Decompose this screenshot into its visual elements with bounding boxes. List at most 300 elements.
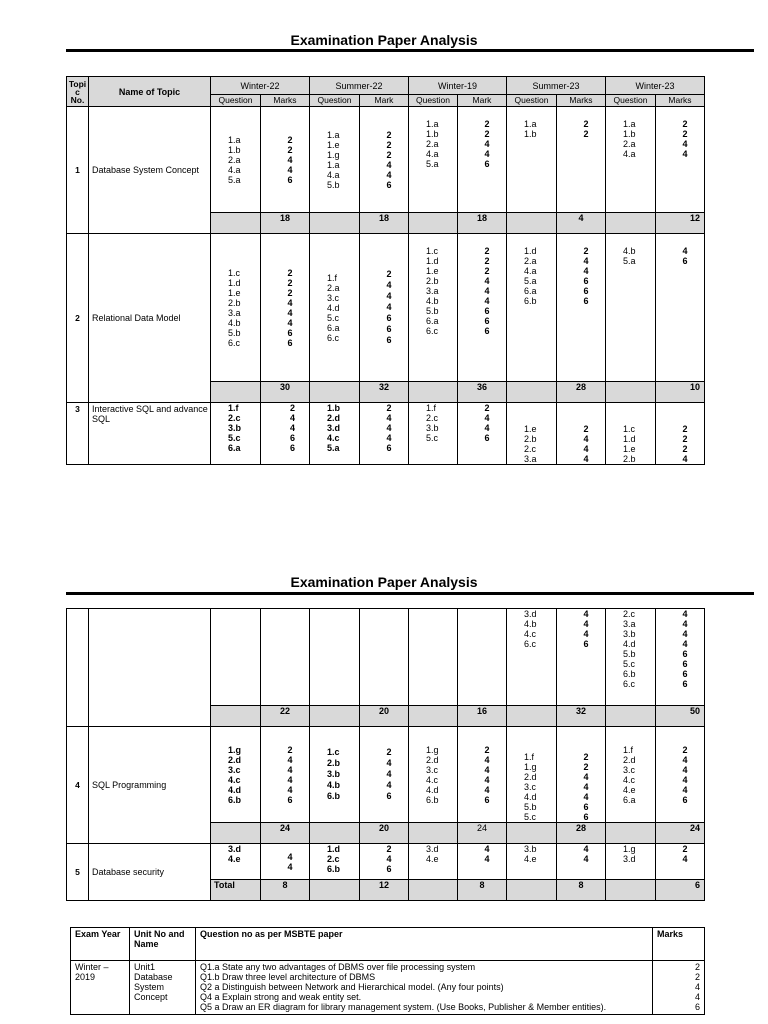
question-cell — [310, 403, 360, 465]
cell-line: 2 — [287, 277, 293, 288]
marks-cell — [360, 403, 409, 465]
marks-cell — [557, 107, 606, 213]
topic-total: 24 — [656, 823, 705, 844]
question-cell — [211, 403, 261, 465]
cell-line: 6 — [386, 179, 392, 190]
cell-line: 6.a — [426, 316, 439, 326]
cell-line: 3.b — [327, 769, 341, 779]
cell-line: 3.d — [623, 854, 636, 864]
cell-line: 2.d — [524, 772, 537, 782]
cell-line: 2 — [287, 144, 293, 155]
cell-line: 4 — [682, 639, 688, 649]
cell-line: 3.b — [426, 423, 439, 433]
cell-line: 4.b — [327, 780, 341, 790]
cell-line: 2.b — [623, 454, 636, 464]
cell-line: 1.b — [524, 129, 537, 139]
cell-line: 6 — [386, 324, 392, 334]
cell-line: 5.c — [524, 812, 537, 822]
cell-line: 1.e — [426, 266, 439, 276]
cell-line: 1.f — [327, 272, 338, 283]
topic-total: 28 — [557, 382, 606, 403]
cell-line: 4 — [287, 774, 293, 785]
cell-line: 1.e — [327, 139, 340, 150]
cell-line: 2 — [484, 119, 490, 129]
topic-total: 4 — [557, 213, 606, 234]
marks-cell — [557, 727, 606, 823]
exam-header-summer-23: Summer-23 — [507, 77, 606, 95]
cell-line: 4 — [386, 291, 392, 301]
cell-line: Q5 a Draw an ER diagram for library management system. (Use Books, Publisher & Member entities). — [200, 1002, 607, 1012]
cell-line: 4 — [386, 159, 392, 170]
cell-line: 4 — [484, 754, 490, 765]
cell-line: 2 — [583, 752, 589, 762]
cell-line: 6 — [682, 256, 688, 266]
cell-line: 4 — [289, 423, 295, 433]
sub-header: Marks — [656, 95, 705, 107]
cell-line: 4 — [484, 774, 490, 785]
cell-line: 3.c — [228, 764, 241, 775]
cell-line: 2 — [682, 444, 688, 454]
cell-line: 4.b — [426, 296, 439, 306]
cell-line: 4 — [583, 854, 589, 864]
cell-line: 5.c — [327, 312, 340, 323]
topic-total: 32 — [360, 382, 409, 403]
cell-line: 6 — [386, 791, 392, 801]
topic-no-header-line2: c — [75, 86, 80, 97]
marks-cell — [557, 609, 606, 706]
question-marks — [653, 961, 705, 1015]
topic-name-header: Name of Topic — [89, 77, 211, 107]
cell-line: 1.c — [426, 246, 439, 256]
cell-line: 4 — [484, 423, 490, 433]
cell-line: 3.d — [228, 844, 242, 854]
cell-line: 2 — [386, 269, 392, 279]
cell-line: 3.c — [524, 782, 537, 792]
cell-line: 2 — [386, 403, 392, 413]
cell-line: 4 — [682, 139, 688, 149]
cell-line: 5.b — [327, 179, 340, 190]
marks-cell — [557, 403, 606, 465]
cell-line: 6 — [386, 313, 392, 323]
question-cell — [211, 727, 261, 823]
topic-name: Interactive SQL and advance SQL — [89, 403, 211, 465]
cell-line: 2.c — [524, 444, 537, 454]
cell-line: 6 — [287, 174, 293, 185]
topic-no-header — [67, 77, 89, 107]
question-cell — [211, 234, 261, 382]
cell-line: 4 — [287, 851, 293, 862]
cell-line: 4 — [386, 413, 392, 423]
marks-cell — [458, 234, 507, 382]
cell-line: 4 — [694, 982, 700, 992]
cell-line: 6 — [583, 276, 589, 286]
cell-line: 4 — [583, 792, 589, 802]
question-cell — [409, 107, 458, 213]
cell-line: 6 — [583, 802, 589, 812]
cell-line: 4 — [287, 754, 293, 765]
question-cell — [310, 844, 360, 880]
cell-line: 1.g — [327, 149, 340, 160]
cell-line: 4 — [386, 280, 392, 290]
topic-total: 22 — [261, 706, 310, 727]
cell-line: 3.c — [623, 764, 636, 775]
marks-cell — [261, 727, 310, 823]
cell-line: 4 — [484, 413, 490, 423]
marks-cell — [656, 403, 705, 465]
cell-line: 1.e — [524, 424, 537, 434]
topic-row-4 — [67, 727, 705, 823]
title-rule-bottom — [66, 592, 754, 595]
cell-line: 4.a — [524, 266, 537, 276]
cell-line: 2 — [484, 129, 490, 139]
cell-line: 3.d — [426, 844, 439, 854]
sub-header: Question — [211, 95, 261, 107]
cell-line: 4.e — [426, 854, 439, 864]
cell-line: 2.a — [426, 139, 439, 149]
cell-line: 1.d — [524, 246, 537, 256]
cell-line: 3.d — [327, 423, 341, 433]
cell-line: 6 — [289, 433, 295, 443]
cell-line: 4 — [694, 992, 700, 1002]
cell-line: 6 — [583, 639, 589, 649]
cell-line: 4.c — [228, 774, 241, 785]
cell-line: 3.d — [524, 609, 537, 619]
cell-line: 4.b — [228, 317, 241, 328]
topic-total: 18 — [261, 213, 310, 234]
cell-line: 2.b — [327, 758, 341, 768]
topic-total: 12 — [360, 880, 409, 901]
cell-line: 1.f — [524, 752, 535, 762]
cell-line: Q1.a State any two advantages of DBMS over file processing system — [200, 962, 476, 972]
sub-header: Marks — [557, 95, 606, 107]
cell-line: 1.d — [228, 277, 241, 288]
marks-cell — [261, 107, 310, 213]
cell-line: 5.c — [426, 433, 439, 443]
cell-line: 4 — [484, 149, 490, 159]
cell-line: 6 — [287, 327, 293, 338]
cell-line: 4 — [386, 433, 392, 443]
topic-total: 30 — [261, 382, 310, 403]
question-cell — [409, 727, 458, 823]
topic-row-5 — [67, 844, 705, 880]
cell-line: 4 — [682, 764, 688, 775]
cell-line: 4.d — [228, 784, 242, 795]
cell-line: 4 — [583, 256, 589, 266]
title-rule-top — [66, 49, 754, 52]
cell-line: 6 — [682, 669, 688, 679]
cell-line: 6.c — [327, 332, 340, 343]
cell-line: 4 — [386, 854, 392, 864]
topic-total: 18 — [458, 213, 507, 234]
cell-line: 1.a — [327, 159, 340, 170]
cell-line: 4.d — [426, 784, 439, 795]
cell-line: 1.b — [228, 144, 241, 155]
cell-line: 6.c — [524, 639, 537, 649]
cell-line: 1.e — [228, 287, 241, 298]
topic-total: 12 — [656, 213, 705, 234]
topic-total: 32 — [557, 706, 606, 727]
cell-line: 4 — [484, 844, 490, 854]
cell-line: 6.b — [327, 864, 341, 874]
topic-number: 1 — [67, 107, 89, 234]
topic-name: Database System Concept — [89, 107, 211, 234]
cell-line: 1.f — [623, 744, 634, 755]
marks-cell — [261, 234, 310, 382]
cell-line: 4 — [583, 444, 589, 454]
cell-line: 4 — [583, 266, 589, 276]
cell-line: 2 — [583, 762, 589, 772]
cell-line: 2 — [386, 844, 392, 854]
cell-line: 4 — [287, 307, 293, 318]
cell-line: 2.c — [327, 854, 340, 864]
topic-total: 24 — [261, 823, 310, 844]
total-label: Total — [211, 880, 261, 901]
cell-line: 4 — [484, 784, 490, 795]
cell-line: 3.b — [524, 844, 537, 854]
cell-line: 3.c — [426, 764, 439, 775]
cell-line: 2 — [682, 119, 688, 129]
question-cell — [409, 234, 458, 382]
cell-line: 4.a — [623, 149, 636, 159]
cell-line: 3.a — [228, 307, 241, 318]
question-cell — [606, 234, 656, 382]
marks-cell — [360, 107, 409, 213]
topic-row-1 — [67, 107, 705, 213]
cell-line: 2 — [484, 266, 490, 276]
topic-row-3-continued — [67, 609, 705, 706]
cell-line: 1.a — [623, 119, 636, 129]
topic-number: 5 — [67, 844, 89, 901]
cell-line: 6 — [484, 794, 490, 805]
cell-line: 6 — [386, 335, 392, 345]
question-cell — [507, 107, 557, 213]
unit-name: Unit1 Database System Concept — [130, 961, 196, 1015]
cell-line: 4 — [386, 758, 392, 768]
question-cell — [606, 727, 656, 823]
marks-cell — [656, 727, 705, 823]
topic-total: 16 — [458, 706, 507, 727]
cell-line: 2.d — [623, 754, 636, 765]
cell-line: 2 — [682, 424, 688, 434]
cell-line: 4 — [386, 423, 392, 433]
sub-header: Question — [606, 95, 656, 107]
question-cell — [310, 727, 360, 823]
cell-line: 2 — [287, 267, 293, 278]
cell-line: 1.e — [623, 444, 636, 454]
cell-line: 4 — [682, 149, 688, 159]
question-cell — [606, 844, 656, 880]
topic-number: 3 — [67, 403, 89, 465]
topic-number: 2 — [67, 234, 89, 403]
cell-line: 5.a — [228, 174, 241, 185]
cell-line: 4 — [484, 296, 490, 306]
cell-line: 4 — [287, 784, 293, 795]
cell-line: 1.c — [228, 267, 241, 278]
question-cell — [409, 844, 458, 880]
marks-cell — [656, 844, 705, 880]
cell-line: 3.a — [623, 619, 636, 629]
question-cell — [606, 609, 656, 706]
cell-line: 6.c — [228, 337, 241, 348]
cell-line: 4.d — [524, 792, 537, 802]
cell-line: 4 — [287, 317, 293, 328]
cell-line: 2.d — [327, 413, 341, 423]
cell-line: 4 — [287, 764, 293, 775]
cell-line: 2 — [484, 256, 490, 266]
cell-line: 1.d — [327, 844, 341, 854]
marks-cell — [656, 609, 705, 706]
cell-line: 4.d — [623, 639, 636, 649]
cell-line: 2.a — [327, 282, 340, 293]
cell-line: 4 — [682, 454, 688, 464]
cell-line: 4 — [583, 609, 589, 619]
unit-header: Unit No and Name — [130, 928, 196, 961]
cell-line: 6.a — [228, 443, 241, 453]
page-title-bottom: Examination Paper Analysis — [290, 574, 478, 590]
topic-total: 20 — [360, 823, 409, 844]
cell-line: Q1.b Draw three level architecture of DBMS — [200, 972, 376, 982]
question-cell — [310, 107, 360, 213]
cell-line: 1.f — [228, 403, 239, 413]
cell-line: 1.c — [623, 424, 636, 434]
cell-line: 3.a — [426, 286, 439, 296]
exam-analysis-table-bottom — [66, 608, 705, 901]
topic-total: 6 — [656, 880, 705, 901]
cell-line: 4 — [682, 774, 688, 785]
cell-line: 2 — [289, 403, 295, 413]
cell-line: 3.b — [228, 423, 242, 433]
topic-no-header-line1: Topi — [68, 78, 87, 89]
exam-year-header: Exam Year — [71, 928, 130, 961]
cell-line: Q4 a Explain strong and weak entity set. — [200, 992, 362, 1002]
question-header: Question no as per MSBTE paper — [196, 928, 653, 961]
topic-total: 18 — [360, 213, 409, 234]
cell-line: 1.d — [426, 256, 439, 266]
topic-no-header-line3: No. — [70, 94, 85, 105]
cell-line: 2 — [583, 129, 589, 139]
cell-line: 6 — [484, 306, 490, 316]
cell-line: 4 — [386, 169, 392, 180]
cell-line: 6 — [484, 159, 490, 169]
cell-line: 4 — [583, 619, 589, 629]
cell-line: 5.b — [524, 802, 537, 812]
question-cell — [507, 727, 557, 823]
cell-line: 6 — [484, 433, 490, 443]
cell-line: 1.g — [426, 744, 439, 755]
cell-line: 2 — [583, 424, 589, 434]
sub-header: Mark — [360, 95, 409, 107]
marks-cell — [360, 844, 409, 880]
cell-line: 1.a — [327, 129, 340, 140]
cell-line: 4 — [682, 609, 688, 619]
cell-line: 4 — [484, 139, 490, 149]
cell-line: 2.b — [524, 434, 537, 444]
cell-line: 4 — [484, 854, 490, 864]
exam-header-winter-19: Winter-19 — [409, 77, 507, 95]
cell-line: 2.a — [623, 139, 636, 149]
cell-line: 2.c — [623, 609, 636, 619]
cell-line: 4 — [287, 154, 293, 165]
cell-line: 4.c — [524, 629, 537, 639]
question-cell — [507, 234, 557, 382]
cell-line: 4 — [583, 454, 589, 464]
topic-total: 28 — [557, 823, 606, 844]
cell-line: 6.b — [327, 791, 341, 801]
cell-line: 6 — [386, 443, 392, 453]
cell-line: 4 — [289, 413, 295, 423]
cell-line: 5.b — [228, 327, 241, 338]
cell-line: 1.g — [623, 844, 636, 854]
topic-total: 20 — [360, 706, 409, 727]
marks-cell — [656, 107, 705, 213]
question-cell — [507, 609, 557, 706]
cell-line: 4 — [682, 754, 688, 765]
cell-line: 2 — [484, 246, 490, 256]
cell-line: 1.d — [623, 434, 636, 444]
cell-line: 1.b — [426, 129, 439, 139]
cell-line: 2 — [287, 287, 293, 298]
cell-line: 2 — [682, 129, 688, 139]
cell-line: 4 — [682, 629, 688, 639]
question-cell — [507, 844, 557, 880]
cell-line: 1.a — [228, 134, 241, 145]
exam-year: Winter – 2019 — [71, 961, 130, 1015]
exam-analysis-table-top — [66, 76, 705, 465]
exam-header-summer-22: Summer-22 — [310, 77, 409, 95]
cell-line: 6 — [484, 326, 490, 336]
cell-line: 4.e — [524, 854, 537, 864]
cell-line: 2.b — [426, 276, 439, 286]
cell-line: 6 — [682, 679, 688, 689]
cell-line: 4.c — [623, 774, 636, 785]
topic-total: 8 — [261, 880, 310, 901]
marks-cell — [656, 234, 705, 382]
marks-cell — [360, 727, 409, 823]
cell-line: 1.f — [426, 403, 437, 413]
cell-line: 4.e — [623, 784, 636, 795]
cell-line: 4 — [583, 782, 589, 792]
topic-total: 24 — [458, 823, 507, 844]
cell-line: 6 — [583, 296, 589, 306]
cell-line: 4 — [287, 297, 293, 308]
cell-line: 1.g — [524, 762, 537, 772]
cell-line: 1.b — [623, 129, 636, 139]
cell-line: 4 — [386, 780, 392, 790]
topic-total: 36 — [458, 382, 507, 403]
cell-line: 6 — [287, 337, 293, 348]
sub-header: Mark — [458, 95, 507, 107]
cell-line: Q2 a Distinguish between Network and Hierarchical model. (Any four points) — [200, 982, 504, 992]
cell-line: 4.e — [228, 854, 241, 864]
cell-line: 5.c — [228, 433, 241, 443]
question-cell — [211, 107, 261, 213]
cell-line: 2 — [386, 747, 392, 757]
cell-line: 4 — [682, 246, 688, 256]
cell-line: 2 — [484, 403, 490, 413]
cell-line: 4 — [287, 164, 293, 175]
marks-cell — [557, 844, 606, 880]
cell-line: 4 — [583, 629, 589, 639]
cell-line: 4 — [682, 784, 688, 795]
cell-line: 5.c — [623, 659, 636, 669]
marks-cell — [458, 727, 507, 823]
cell-line: 4 — [484, 764, 490, 775]
marks-header: Marks — [653, 928, 705, 961]
topic-row-3 — [67, 403, 705, 465]
cell-line: 4 — [484, 286, 490, 296]
cell-line: 6.a — [327, 322, 340, 333]
cell-line: 4.b — [623, 246, 636, 256]
